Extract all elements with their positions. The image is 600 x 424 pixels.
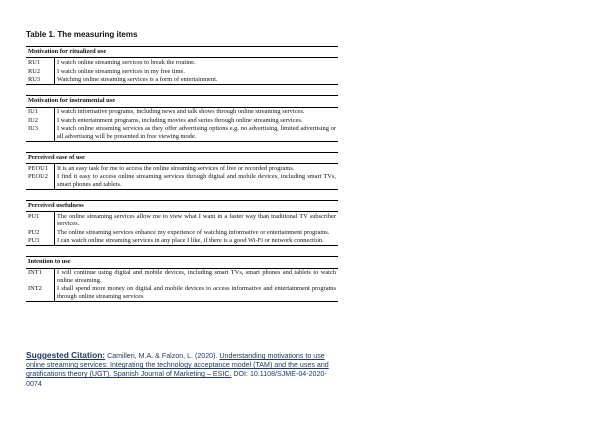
- suggested-citation: [26, 351, 338, 389]
- item-text: Watching online streaming services is a form of entertainment.: [55, 76, 339, 85]
- table-title: Table 1. The measuring items: [26, 30, 138, 39]
- item-code: PEOU1: [26, 164, 55, 173]
- table-row: [26, 237, 338, 246]
- table-row: [26, 58, 338, 67]
- item-text: I can watch online streaming services in any place I like, if there is a good Wi-Fi or network connection.: [55, 237, 339, 246]
- citation-lead: Suggested Citation:: [26, 350, 106, 360]
- item-text: It is an easy task for me to access the online streaming services of live or recorded programs.: [57, 164, 295, 172]
- table-row: [26, 164, 338, 173]
- table-row: [26, 212, 338, 229]
- section-header: Perceived ease of use: [26, 152, 338, 163]
- item-text: The online streaming services allow me to view what I want in a faster way than traditional TV subscriber services.: [57, 212, 336, 228]
- citation-link[interactable]: Understanding motivations to use online streaming services: Integrating the technology acceptance model (TAM) and the uses and gratifications theory (UGT). Spanish Journal of Marketing – ESIC.: [26, 352, 329, 379]
- item-code: INT1: [26, 268, 55, 285]
- table-row: [26, 125, 338, 142]
- table-row: [26, 116, 338, 125]
- table-row: [26, 268, 338, 285]
- item-text: I watch online streaming services as they offer advertising options e.g. no advertising, limited advertising or all advertising will be presented in free viewing mode.: [55, 125, 339, 142]
- item-text: I watch entertainment programs, including movies and series through online streaming services.: [57, 116, 303, 124]
- item-code: PEOU2: [26, 173, 55, 190]
- item-text: I will continue using digital and mobile devices, including smart TVs, smart phones and tablets to watch online streaming.: [57, 269, 336, 284]
- item-code: INT2: [26, 285, 55, 302]
- item-text: I shall spend more money on digital and mobile devices to access informative and entertainment programs through online streaming services: [55, 285, 339, 302]
- item-code: RU2: [26, 67, 55, 76]
- item-code: PU2: [26, 228, 55, 237]
- item-text: I watch online streaming services in my free time.: [57, 67, 185, 75]
- items-table: [26, 152, 338, 190]
- table-row: [26, 228, 338, 237]
- citation-authors: Camilleri, M.A. & Falzon, L. (2020).: [105, 352, 220, 360]
- item-code: IU2: [26, 116, 55, 125]
- items-table: [26, 200, 338, 247]
- item-code: RU3: [26, 76, 55, 85]
- table-row: [26, 173, 338, 190]
- table-row: [26, 67, 338, 76]
- citation-doi: DOI: 10.1108/SJME-04-2020-0074: [26, 370, 327, 388]
- section-header: Intention to use: [26, 257, 338, 268]
- section-header: Motivation for ritualized use: [26, 47, 338, 58]
- item-code: IU1: [26, 107, 55, 116]
- item-code: PU3: [26, 237, 55, 246]
- item-text: I watch online streaming services to break the routine.: [57, 59, 196, 66]
- item-text: The online streaming services enhance my experience of watching informative or entertainment programs.: [57, 228, 330, 236]
- item-code: PU1: [26, 212, 55, 229]
- measuring-items-page: [26, 30, 338, 312]
- tables-container: [26, 46, 338, 302]
- section-header: Motivation for instrumental use: [26, 96, 338, 107]
- items-table: [26, 95, 338, 142]
- item-text: I find it easy to access online streaming services through digital and mobile devices, including smart TVs, smart phones and tablets.: [55, 173, 339, 190]
- item-code: RU1: [26, 58, 55, 67]
- section-header: Perceived usefulness: [26, 200, 338, 211]
- items-table: [26, 46, 338, 85]
- items-table: [26, 256, 338, 301]
- item-text: I watch informative programs, including news and talk shows through online streaming services.: [57, 108, 305, 116]
- table-row: [26, 76, 338, 85]
- item-code: IU3: [26, 125, 55, 142]
- table-row: [26, 107, 338, 116]
- table-row: [26, 285, 338, 302]
